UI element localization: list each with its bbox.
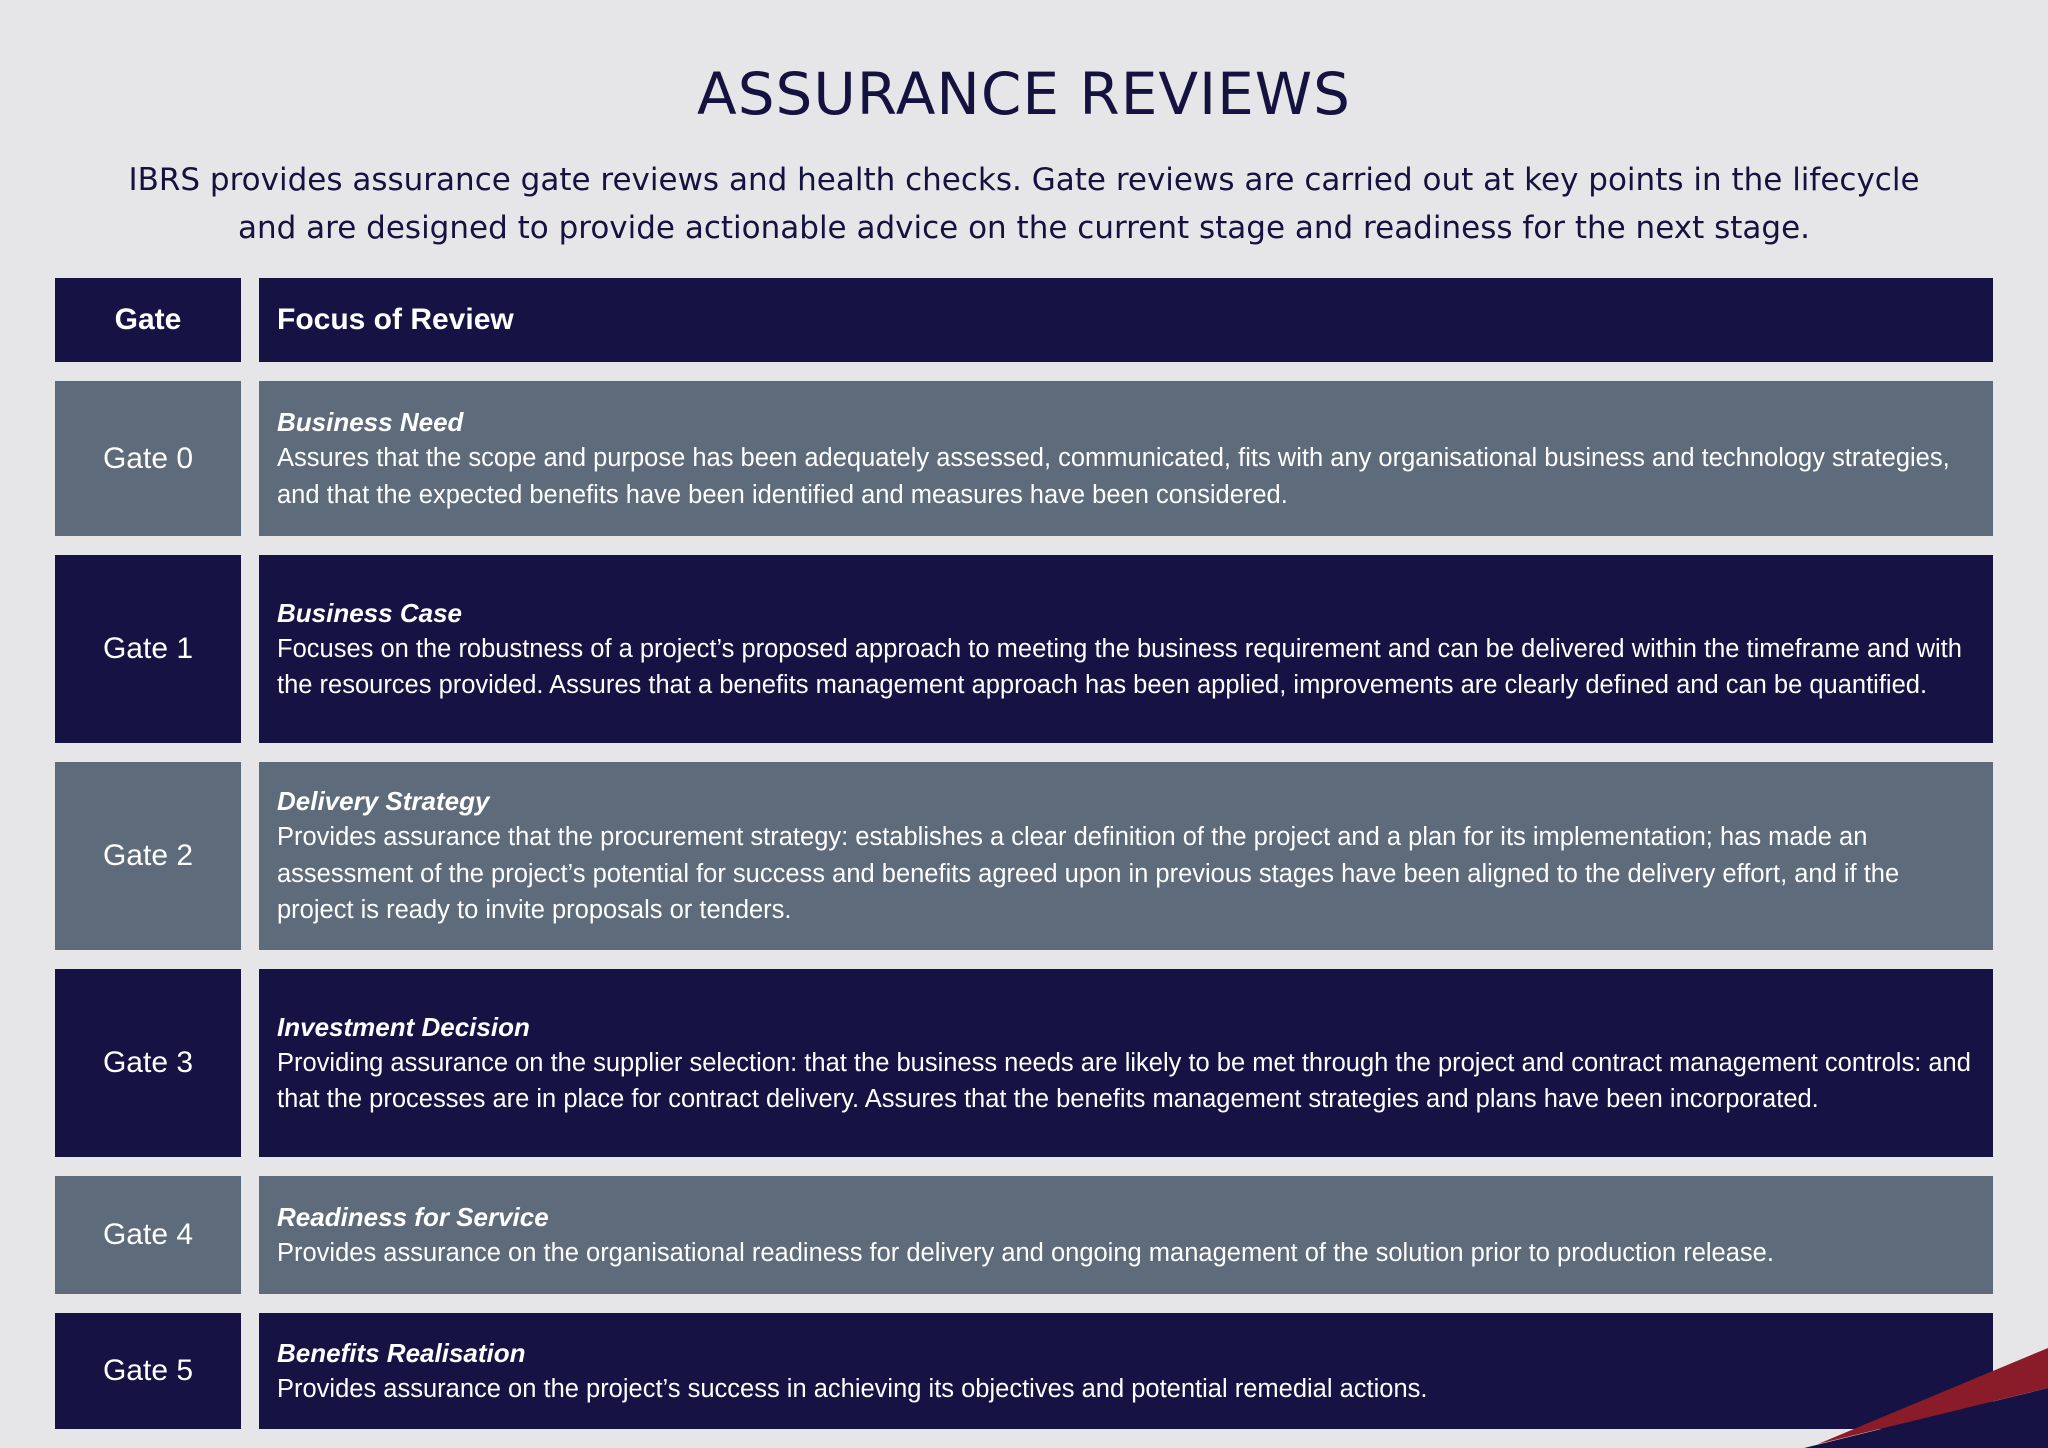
table-header-row — [55, 278, 1993, 362]
focus-cell — [259, 762, 1993, 950]
focus-cell — [259, 1176, 1993, 1294]
table-row — [55, 1176, 1993, 1294]
focus-description: Provides assurance on the organisational readiness for delivery and ongoing management of the solution prior to production release. — [277, 1238, 1774, 1267]
corner-navy-stripe — [1804, 1388, 2048, 1448]
gate-label: Gate 1 — [55, 555, 241, 743]
gate-label: Gate 3 — [55, 969, 241, 1157]
focus-cell — [259, 555, 1993, 743]
gate-label: Gate 4 — [55, 1176, 241, 1294]
table-row — [55, 762, 1993, 950]
gate-column-header: Gate — [55, 278, 241, 362]
page-title: ASSURANCE REVIEWS — [697, 60, 1351, 128]
focus-column-header: Focus of Review — [259, 278, 1993, 362]
corner-decoration — [1748, 1308, 2048, 1448]
focus-description: Provides assurance on the project’s success in achieving its objectives and potential remedial actions. — [277, 1374, 1428, 1403]
focus-title: Business Need — [277, 407, 464, 437]
focus-description: Assures that the scope and purpose has been adequately assessed, communicated, fits with any organisational business and technology strategies, and that the expected benefits have been identified and measures have been considered. — [277, 444, 1950, 509]
focus-description: Focuses on the robustness of a project’s proposed approach to meeting the business requirement and can be delivered within the timeframe and with the resources provided. Assures that a benefits management approach has been applied, improvements are clearly defined and can be quantified. — [277, 634, 1962, 699]
focus-title: Delivery Strategy — [277, 786, 490, 817]
table-row — [55, 555, 1993, 743]
focus-description: Provides assurance that the procurement strategy: establishes a clear definition of the project and a plan for its implementation; has made an assessment of the project’s potential for success and benefits agreed upon in previous stages have been aligned to the delivery effort, and if the project is ready to invite proposals or tenders. — [277, 823, 1900, 925]
table-row — [55, 969, 1993, 1157]
focus-cell — [259, 381, 1993, 536]
focus-title: Business Case — [277, 597, 462, 628]
table-row — [55, 1313, 1993, 1429]
intro-paragraph: IBRS provides assurance gate reviews and health checks. Gate reviews are carried out at key points in the lifecycle and are designed to provide actionable advice on the current stage and readiness for the next stage. — [128, 162, 1920, 246]
gate-label: Gate 0 — [55, 381, 241, 536]
gate-label: Gate 5 — [55, 1313, 241, 1429]
focus-title: Readiness for Service — [277, 1201, 549, 1232]
focus-description: Providing assurance on the supplier selection: that the business needs are likely to be met through the project and contract management controls: and that the processes are in place for contract delivery. Assures that the benefits management strategies and plans have been incorporated. — [277, 1048, 1971, 1113]
focus-cell — [259, 969, 1993, 1157]
focus-title: Investment Decision — [277, 1011, 530, 1042]
focus-title: Benefits Realisation — [277, 1337, 526, 1368]
focus-cell — [259, 1313, 1993, 1429]
table-row — [55, 381, 1993, 536]
gate-label: Gate 2 — [55, 762, 241, 950]
gate-review-table — [55, 278, 1993, 1448]
